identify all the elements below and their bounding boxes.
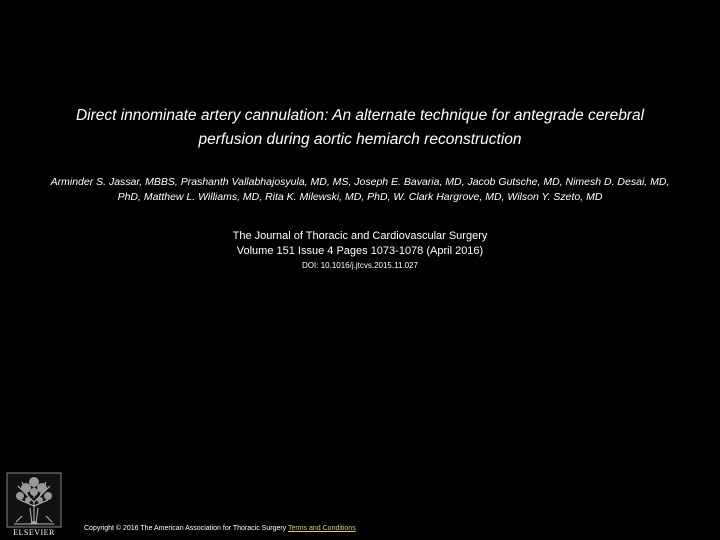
copyright-text: Copyright © 2016 The American Association for Thoracic Surgery: [84, 525, 287, 532]
copyright-footer: [84, 524, 684, 534]
doi-text: DOI: 10.1016/j.jtcvs.2015.11.027: [302, 261, 418, 270]
authors-line-2: PhD, Matthew L. Williams, MD, Rita K. Milewski, MD, PhD, W. Clark Hargrove, MD, Wilson Y. Szeto, MD: [117, 191, 603, 203]
elsevier-logo: [6, 472, 62, 538]
author-list: [20, 175, 700, 205]
elsevier-wordmark: ELSEVIER: [13, 528, 55, 537]
elsevier-tree-icon: [6, 472, 62, 528]
authors-line-1: Arminder S. Jassar, MBBS, Prashanth Vallabhajosyula, MD, MS, Joseph E. Bavaria, MD, Jacob Gutsche, MD, Nimesh D. Desai, MD,: [50, 176, 670, 188]
terms-and-conditions-link[interactable]: Terms and Conditions: [288, 525, 356, 532]
title-line-2: perfusion during aortic hemiarch reconstruction: [198, 131, 522, 148]
journal-citation: [120, 229, 600, 259]
title-line-1: Direct innominate artery cannulation: An alternate technique for antegrade cerebral: [75, 107, 645, 124]
journal-name: The Journal of Thoracic and Cardiovascular Surgery: [232, 230, 488, 242]
article-title: [40, 104, 680, 152]
journal-volume: Volume 151 Issue 4 Pages 1073-1078 (April 2016): [236, 245, 484, 257]
